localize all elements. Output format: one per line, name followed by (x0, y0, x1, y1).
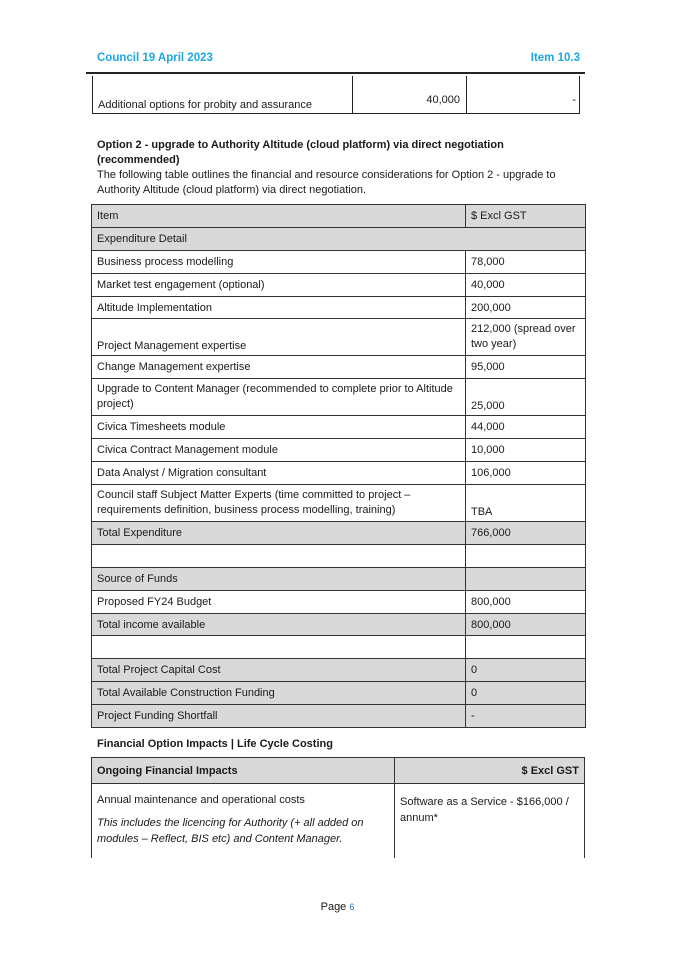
lifecycle-row (92, 784, 585, 858)
table-cell-item (92, 636, 466, 659)
table-row (92, 682, 586, 705)
page-header (97, 52, 580, 72)
table-cell-item: Market test engagement (optional) (92, 273, 466, 296)
table-row (92, 567, 586, 590)
carryover-value: 40,000 (353, 76, 467, 113)
lifecycle-heading: Financial Option Impacts | Life Cycle Costing (97, 738, 333, 750)
table-row (92, 205, 586, 228)
table-cell-value: 106,000 (466, 462, 586, 485)
table-row (92, 462, 586, 485)
lifecycle-table (91, 757, 585, 858)
table-cell-value: 25,000 (466, 379, 586, 416)
table-row (92, 439, 586, 462)
table-row (92, 590, 586, 613)
table-cell-value: 200,000 (466, 296, 586, 319)
carryover-table-row (92, 76, 580, 114)
table-cell-value: 10,000 (466, 439, 586, 462)
table-cell-item: Project Management expertise (92, 319, 466, 356)
lifecycle-header-row (92, 758, 585, 784)
table-cell-item: Total Project Capital Cost (92, 659, 466, 682)
table-row (92, 379, 586, 416)
table-row (92, 416, 586, 439)
table-cell-item: Proposed FY24 Budget (92, 590, 466, 613)
table-cell-item: Total Available Construction Funding (92, 682, 466, 705)
table-cell-item: Altitude Implementation (92, 296, 466, 319)
lifecycle-col2: $ Excl GST (395, 758, 585, 784)
table-cell-item: Business process modelling (92, 250, 466, 273)
table-cell-value (466, 567, 586, 590)
table-cell-value: - (466, 705, 586, 728)
table-cell-value: 40,000 (466, 273, 586, 296)
table-cell-value (466, 544, 586, 567)
table-cell-value: 212,000 (spread over two year) (466, 319, 586, 356)
header-meeting: Council 19 April 2023 (97, 52, 213, 64)
option2-financial-table (91, 204, 586, 728)
table-cell-value: 44,000 (466, 416, 586, 439)
lifecycle-col1: Ongoing Financial Impacts (92, 758, 395, 784)
table-row (92, 544, 586, 567)
table-cell-value: 766,000 (466, 522, 586, 545)
carryover-extra: - (467, 76, 580, 113)
header-rule (86, 72, 585, 74)
table-cell-value: $ Excl GST (466, 205, 586, 228)
table-cell-value: 78,000 (466, 250, 586, 273)
table-row (92, 273, 586, 296)
table-row (92, 613, 586, 636)
table-cell-item: Change Management expertise (92, 356, 466, 379)
table-cell-item: Data Analyst / Migration consultant (92, 462, 466, 485)
table-row (92, 522, 586, 545)
table-row (92, 659, 586, 682)
table-cell-item: Expenditure Detail (92, 227, 586, 250)
page-label: Page (320, 901, 347, 913)
option2-title: Option 2 - upgrade to Authority Altitude (cloud platform) via direct negotiation (recommended) (97, 139, 504, 166)
table-row (92, 296, 586, 319)
table-cell-value: 0 (466, 659, 586, 682)
table-row (92, 227, 586, 250)
table-cell-value: 95,000 (466, 356, 586, 379)
table-row (92, 705, 586, 728)
table-cell-item: Civica Timesheets module (92, 416, 466, 439)
table-cell-item: Total income available (92, 613, 466, 636)
table-cell-item: Item (92, 205, 466, 228)
table-row (92, 356, 586, 379)
header-item: Item 10.3 (530, 52, 580, 64)
table-cell-item: Total Expenditure (92, 522, 466, 545)
table-row (92, 250, 586, 273)
table-row (92, 485, 586, 522)
page-number (0, 901, 675, 913)
table-cell-item: Project Funding Shortfall (92, 705, 466, 728)
table-cell-item: Civica Contract Management module (92, 439, 466, 462)
table-cell-item: Upgrade to Content Manager (recommended to complete prior to Altitude project) (92, 379, 466, 416)
lifecycle-row-label: Annual maintenance and operational costs (97, 794, 305, 806)
lifecycle-row-label-cell (92, 784, 395, 858)
table-cell-value: 0 (466, 682, 586, 705)
carryover-label: Additional options for probity and assurance (92, 76, 353, 113)
table-cell-value: 800,000 (466, 590, 586, 613)
table-cell-value: TBA (466, 485, 586, 522)
option2-intro: The following table outlines the financial and resource considerations for Option 2 - upgrade to Authority Altitude (cloud platform) via direct negotiation. (97, 169, 556, 196)
table-cell-item: Council staff Subject Matter Experts (time committed to project – requirements definition, business process modelling, training) (92, 485, 466, 522)
table-cell-item (92, 544, 466, 567)
table-cell-value: 800,000 (466, 613, 586, 636)
table-cell-value (466, 636, 586, 659)
table-row (92, 636, 586, 659)
table-row (92, 319, 586, 356)
page-number-value: 6 (349, 902, 355, 912)
table-cell-item: Source of Funds (92, 567, 466, 590)
option2-section (97, 138, 587, 198)
lifecycle-row-note: This includes the licencing for Authority (+ all added on modules – Reflect, BIS etc) and Content Manager. (97, 817, 364, 845)
lifecycle-row-value: Software as a Service - $166,000 / annum* (395, 784, 585, 858)
